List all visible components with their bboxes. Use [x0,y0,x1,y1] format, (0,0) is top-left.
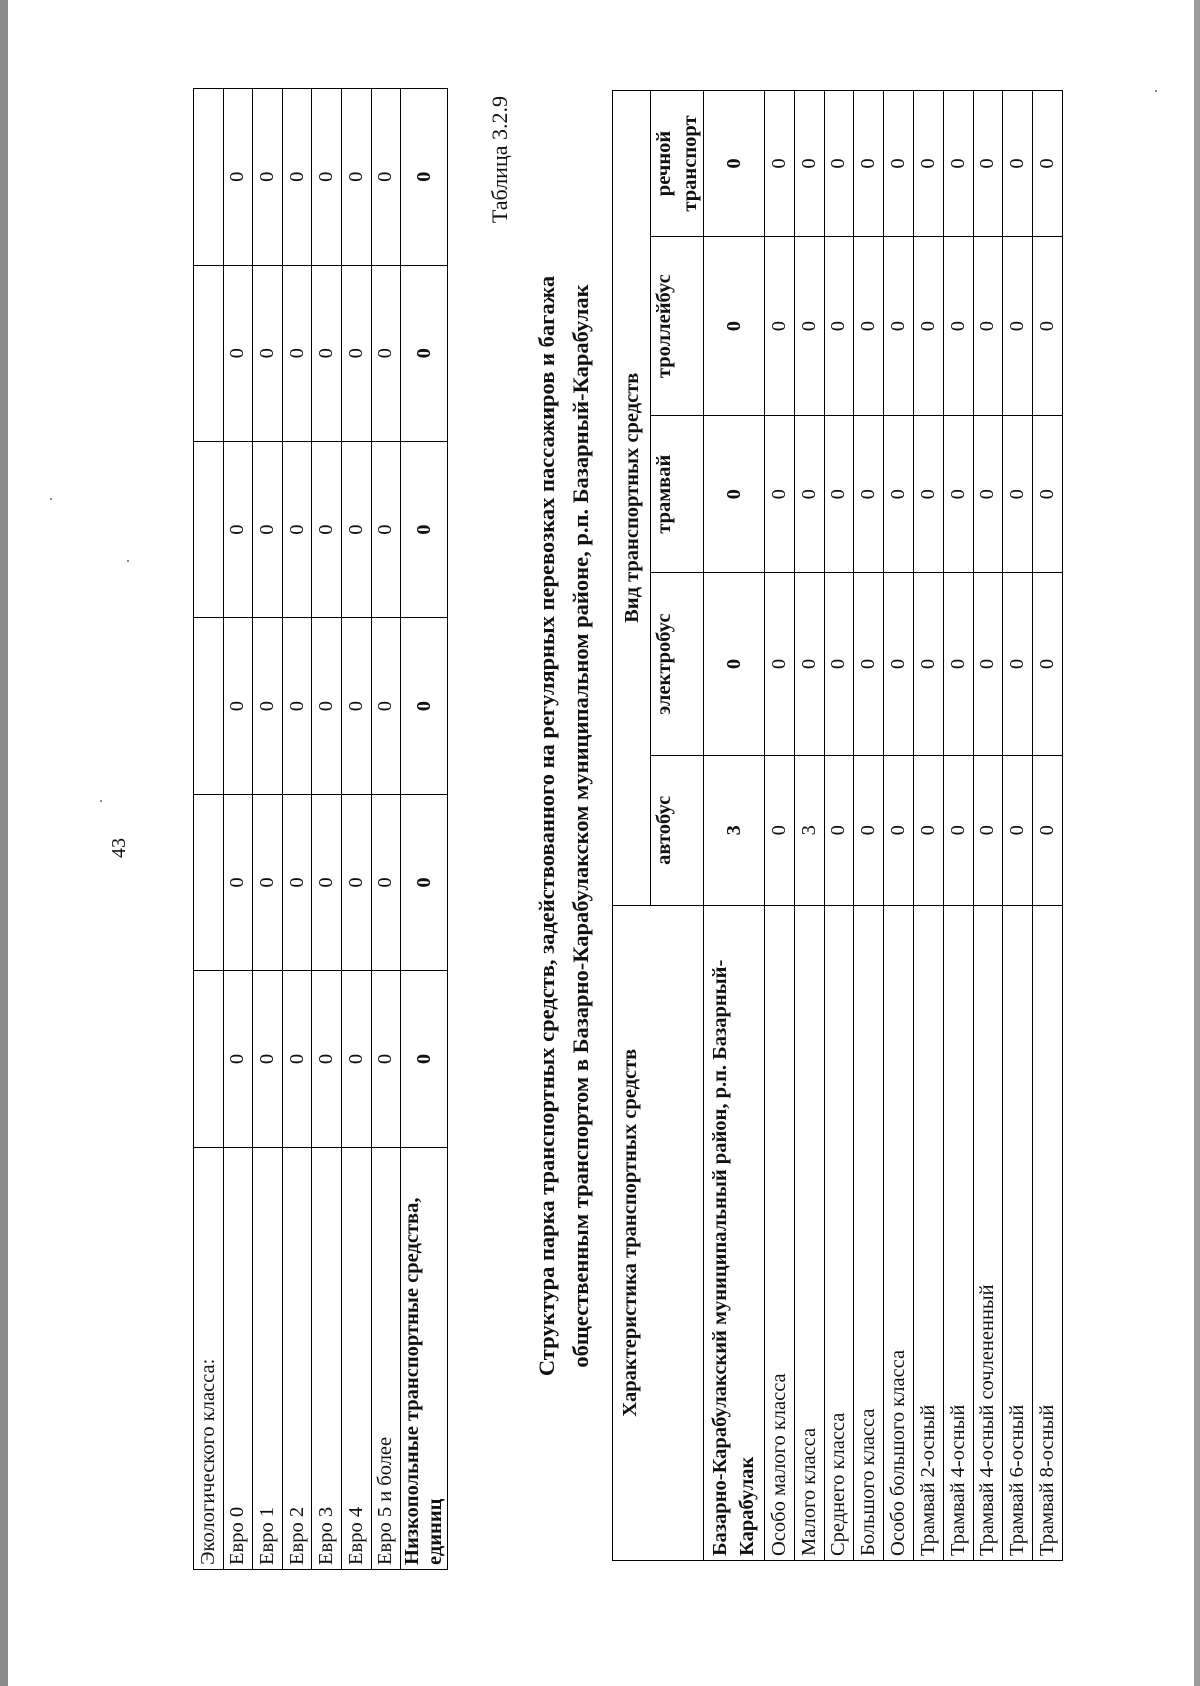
cell-value: 0 [794,91,824,237]
table-row [884,91,914,1561]
cell-value: 0 [282,89,312,266]
cell-value: 0 [401,618,448,794]
cell-value: 0 [1033,236,1063,415]
cell-value: 0 [704,416,765,573]
cell-value: 0 [341,618,371,794]
cell-value: 0 [704,91,765,237]
cell-value: 0 [282,265,312,441]
table-row [824,91,854,1561]
cell-value: 0 [253,89,283,266]
cell-value: 0 [282,618,312,794]
cell-value: 0 [913,573,943,756]
cell-value: 0 [401,971,448,1147]
cell-value: 0 [973,91,1003,237]
row-label: Трамвай 4-осный сочлененный [973,905,1003,1560]
table-title [530,106,598,1546]
cell-value: 0 [824,573,854,756]
cell-value: 0 [253,794,283,970]
cell-value: 0 [371,265,401,441]
cell-value: 0 [1003,91,1033,237]
table-header-row [613,91,651,1561]
cell-value: 0 [973,573,1003,756]
column-group-header: Вид транспортных средств [613,91,651,906]
row-label: Малого класса [794,905,824,1560]
cell-value: 0 [765,573,795,756]
table-row [1033,91,1063,1561]
cell-value: 0 [223,618,253,794]
cell-value: 0 [765,91,795,237]
table-row [312,89,342,1570]
cell-value: 0 [401,265,448,441]
cell-value: 0 [1033,416,1063,573]
row-label: Трамвай 6-осный [1003,905,1033,1560]
cell-value: 3 [704,756,765,906]
cell-value: 0 [973,756,1003,906]
table-row [371,89,401,1570]
table-row [913,91,943,1561]
table-row-total [704,91,765,1561]
cell-value: 0 [884,756,914,906]
cell-value: 0 [223,441,253,617]
cell-value: 0 [341,971,371,1147]
cell-value: 0 [223,265,253,441]
row-label: Евро 2 [282,1147,312,1569]
table-environmental-class [193,88,448,1570]
cell-value: 0 [824,756,854,906]
table-row [253,89,283,1570]
cell-value: 0 [341,265,371,441]
row-label: Экологического класса: [194,1147,224,1569]
cell-value: 0 [401,441,448,617]
cell-value: 0 [312,89,342,266]
row-label: Большого класса [854,905,884,1560]
row-label: Низкопольные транспортные средства, единиц [401,1147,448,1569]
column-header: автобус [651,756,704,906]
cell-value: 0 [913,756,943,906]
cell-value: 0 [312,794,342,970]
cell-value: 0 [794,236,824,415]
column-header: трамвай [651,416,704,573]
row-label: Трамвай 2-осный [913,905,943,1560]
cell-value: 0 [943,416,973,573]
cell-value: 0 [854,416,884,573]
cell-value: 0 [253,971,283,1147]
cell-value: 0 [824,236,854,415]
cell-value: 0 [253,441,283,617]
row-label: Евро 3 [312,1147,342,1569]
cell-value: 0 [943,91,973,237]
row-label: Особо малого класса [765,905,795,1560]
column-header: электробус [651,573,704,756]
cell-value: 0 [341,89,371,266]
cell-value: 0 [765,416,795,573]
row-label: Трамвай 4-осный [943,905,973,1560]
cell-value: 0 [1033,756,1063,906]
table-row [765,91,795,1561]
cell-value: 0 [824,91,854,237]
row-label: Евро 4 [341,1147,371,1569]
table-row [943,91,973,1561]
cell-value: 0 [794,573,824,756]
cell-value: 0 [371,441,401,617]
cell-value: 0 [1003,756,1033,906]
cell-value: 0 [854,573,884,756]
cell-value: 0 [371,89,401,266]
cell-value: 0 [371,794,401,970]
cell-value: 0 [884,91,914,237]
cell-value: 0 [943,756,973,906]
row-label: Среднего класса [824,905,854,1560]
row-label: Евро 1 [253,1147,283,1569]
cell-value: 0 [341,794,371,970]
row-label: Евро 0 [223,1147,253,1569]
cell-value: 0 [973,236,1003,415]
cell-value: 0 [884,416,914,573]
cell-value: 0 [312,618,342,794]
table-fleet-structure [612,90,1063,1561]
cell-value: 0 [1003,416,1033,573]
cell-value: 0 [312,265,342,441]
cell-value: 0 [371,618,401,794]
cell-value: 0 [943,236,973,415]
cell-value: 0 [371,971,401,1147]
cell-value: 0 [765,236,795,415]
cell-value: 0 [223,89,253,266]
cell-value: 0 [704,236,765,415]
cell-value: 0 [312,971,342,1147]
cell-value: 0 [1003,573,1033,756]
column-header: троллейбус [651,236,704,415]
column-header: речной транспорт [651,91,704,237]
page-number: 43 [108,838,130,858]
cell-value: 3 [794,756,824,906]
table-title-line: общественным транспортом в Базарно-Карабулакском муниципальном районе, р.п. Базарный-Карабулак [568,284,593,1368]
cell-value: 0 [1033,573,1063,756]
table-row [854,91,884,1561]
table-row [794,91,824,1561]
cell-value: 0 [1003,236,1033,415]
cell-value: 0 [973,416,1003,573]
cell-value: 0 [913,416,943,573]
cell-value: 0 [854,756,884,906]
cell-value: 0 [884,236,914,415]
cell-value: 0 [282,441,312,617]
cell-value: 0 [282,971,312,1147]
cell-value: 0 [854,91,884,237]
cell-value: 0 [223,971,253,1147]
table-title-line: Структура парка транспортных средств, задействованного на регулярных перевозках пассажиров и багажа [534,275,559,1377]
cell-value: 0 [401,89,448,266]
table-row [1003,91,1033,1561]
table-row-total [401,89,448,1570]
table-row [194,89,224,1570]
column-header: Характеристика транспортных средств [613,905,704,1560]
table-row [282,89,312,1570]
cell-value: 0 [282,794,312,970]
cell-value: 0 [341,441,371,617]
cell-value: 0 [253,265,283,441]
cell-value: 0 [884,573,914,756]
row-label: Базарно-Карабулакский муниципальный район, р.п. Базарный-Карабулак [704,905,765,1560]
cell-value: 0 [765,756,795,906]
row-label: Трамвай 8-осный [1033,905,1063,1560]
row-label: Особо большого класса [884,905,914,1560]
table-row [341,89,371,1570]
cell-value: 0 [401,794,448,970]
cell-value: 0 [943,573,973,756]
table-row [973,91,1003,1561]
table-row [223,89,253,1570]
cell-value: 0 [913,91,943,237]
cell-value: 0 [913,236,943,415]
cell-value: 0 [794,416,824,573]
cell-value: 0 [312,441,342,617]
cell-value: 0 [1033,91,1063,237]
cell-value: 0 [223,794,253,970]
cell-value: 0 [253,618,283,794]
cell-value: 0 [854,236,884,415]
table-number: Таблица 3.2.9 [487,96,512,224]
cell-value: 0 [824,416,854,573]
cell-value: 0 [704,573,765,756]
row-label: Евро 5 и более [371,1147,401,1569]
